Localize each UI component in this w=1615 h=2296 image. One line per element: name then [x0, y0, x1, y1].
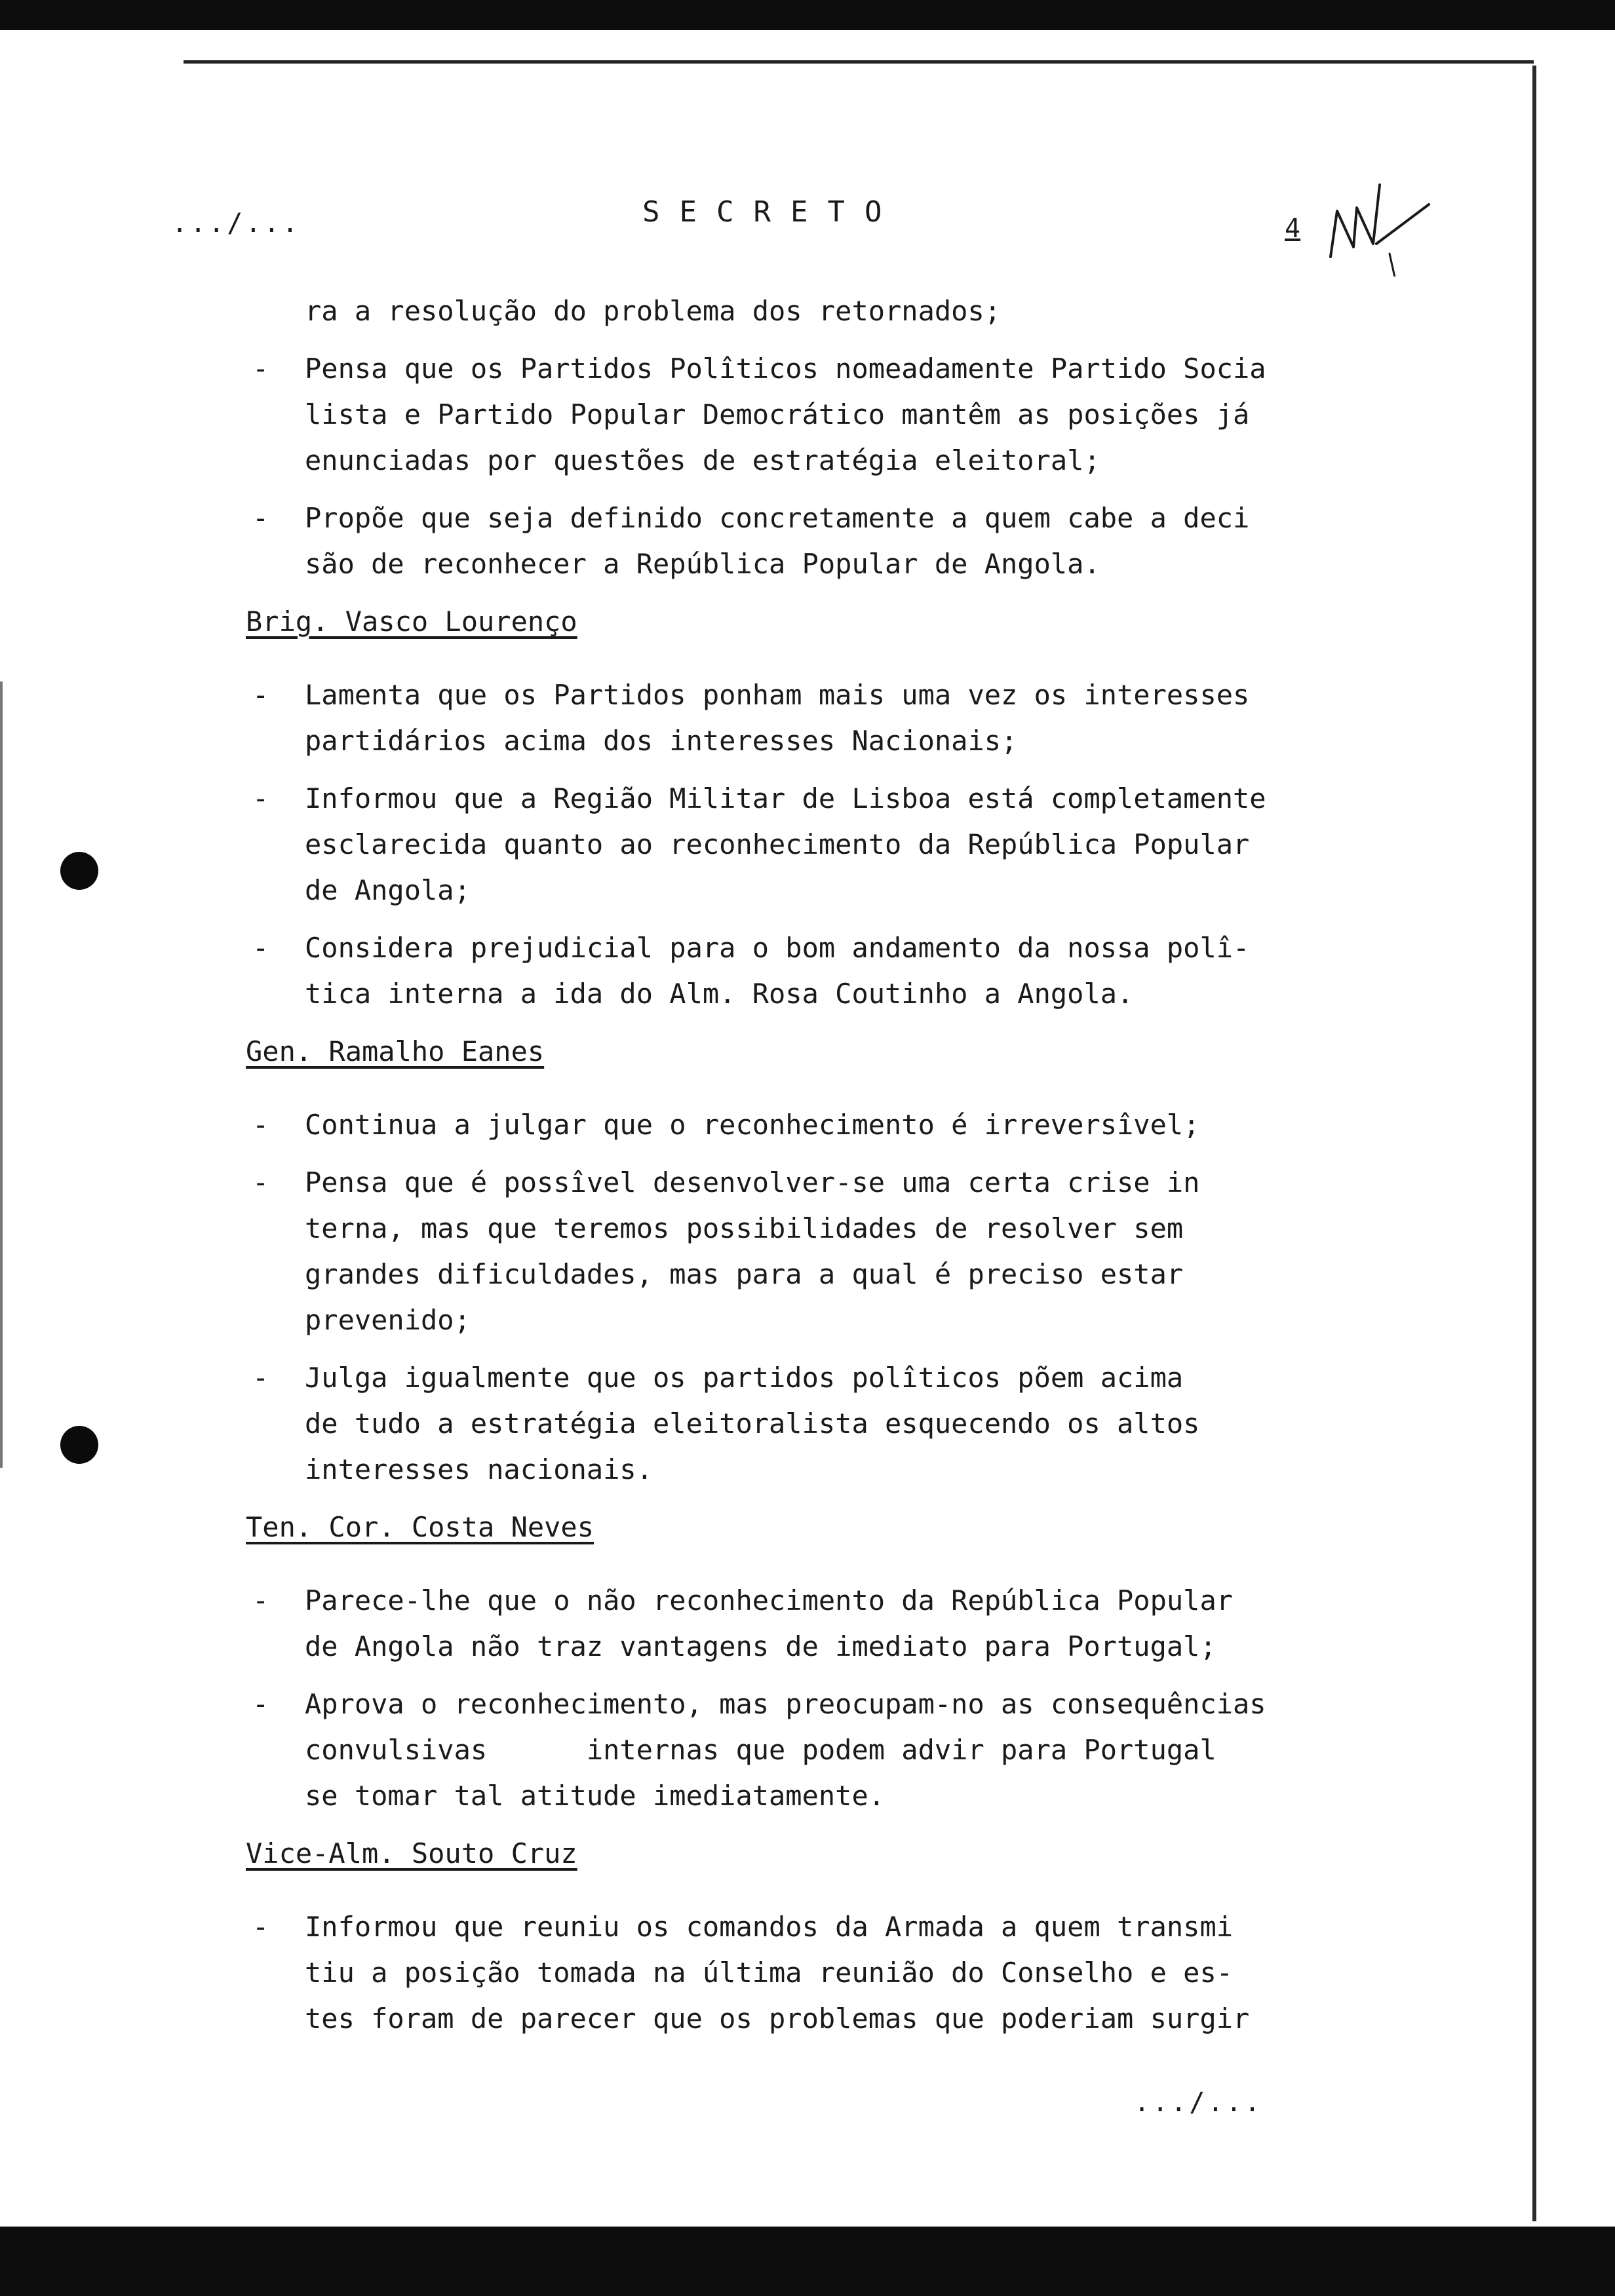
bullet-dash: -	[252, 1688, 269, 1720]
text-line: tica interna a ida do Alm. Rosa Coutinho a Angola.	[305, 978, 1134, 1010]
bullet-dash: -	[252, 1166, 269, 1198]
punch-hole-lower	[60, 1426, 98, 1464]
bullet-dash: -	[252, 1584, 269, 1617]
handwritten-initials-icon	[1317, 172, 1435, 277]
speaker-heading: Gen. Ramalho Eanes	[246, 1035, 545, 1067]
scan-edge-right	[1532, 66, 1536, 2221]
text-line: tiu a posição tomada na última reunião do Conselho e es-	[305, 1957, 1234, 1989]
speaker-heading: Ten. Cor. Costa Neves	[246, 1511, 594, 1543]
list-item	[246, 1681, 1347, 1819]
list-item	[246, 1160, 1347, 1343]
text-line: Lamenta que os Partidos ponham mais uma vez os interesses	[305, 679, 1250, 711]
text-line: de Angola;	[305, 874, 471, 906]
bullet-dash: -	[252, 679, 269, 711]
text-line: se tomar tal atitude imediatamente.	[305, 1780, 885, 1812]
text-line: grandes dificuldades, mas para a qual é preciso estar	[305, 1258, 1184, 1290]
text-line: Propõe que seja definido concretamente a quem cabe a deci	[305, 502, 1250, 534]
bullet-dash: -	[252, 1911, 269, 1943]
text-line: Considera prejudicial para o bom andamento da nossa polî-	[305, 932, 1250, 964]
bullet-dash: -	[252, 1362, 269, 1394]
text-line: Parece-lhe que o não reconhecimento da República Popular	[305, 1584, 1234, 1617]
list-item	[246, 1355, 1347, 1493]
list-item	[246, 925, 1347, 1017]
list-item	[246, 1578, 1347, 1670]
text-line: de tudo a estratégia eleitoralista esquecendo os altos	[305, 1407, 1200, 1440]
text-line: tes foram de parecer que os problemas que poderiam surgir	[305, 2002, 1250, 2035]
page-number: 4	[1285, 214, 1301, 244]
text-line: Informou que a Região Militar de Lisboa está completamente	[305, 782, 1266, 814]
text-line: interesses nacionais.	[305, 1453, 653, 1485]
top-rule	[184, 60, 1534, 64]
minutes-body	[246, 288, 1347, 2042]
scan-border-top	[0, 0, 1615, 30]
list-item	[246, 495, 1347, 587]
text-line: esclarecida quanto ao reconhecimento da República Popular	[305, 828, 1250, 860]
text-line: partidários acima dos interesses Nacionais;	[305, 725, 1018, 757]
bullet-dash: -	[252, 353, 269, 385]
continued-text-line: ra a resolução do problema dos retornados;	[305, 295, 1002, 327]
list-item	[246, 346, 1347, 484]
speaker-heading: Vice-Alm. Souto Cruz	[246, 1837, 577, 1869]
text-line: Julga igualmente que os partidos polîticos põem acima	[305, 1362, 1184, 1394]
scan-border-bottom	[0, 2227, 1615, 2296]
text-line: terna, mas que teremos possibilidades de resolver sem	[305, 1212, 1184, 1244]
list-item	[246, 1102, 1347, 1148]
bullet-dash: -	[252, 932, 269, 964]
text-line: Pensa que os Partidos Polîticos nomeadamente Partido Socia	[305, 353, 1266, 385]
list-item	[246, 672, 1347, 764]
text-line: Continua a julgar que o reconhecimento é irreversîvel;	[305, 1109, 1200, 1141]
continued-from-marker: .../...	[172, 208, 301, 239]
bullet-dash: -	[252, 1109, 269, 1141]
bullet-dash: -	[252, 782, 269, 814]
scan-edge-left	[0, 681, 3, 1468]
text-line: Informou que reuniu os comandos da Armada a quem transmi	[305, 1911, 1234, 1943]
classification-heading: SECRETO	[642, 195, 902, 229]
continues-marker: .../...	[1134, 2088, 1263, 2118]
text-line: são de reconhecer a República Popular de Angola.	[305, 548, 1100, 580]
bullet-dash: -	[252, 502, 269, 534]
list-item	[246, 1904, 1347, 2042]
text-line: prevenido;	[305, 1304, 471, 1336]
text-line: Aprova o reconhecimento, mas preocupam-no as consequências	[305, 1688, 1266, 1720]
text-line: Pensa que é possîvel desenvolver-se uma certa crise in	[305, 1166, 1200, 1198]
punch-hole-upper	[60, 852, 98, 890]
text-line: convulsivas internas que podem advir para Portugal	[305, 1734, 1216, 1766]
text-line: de Angola não traz vantagens de imediato para Portugal;	[305, 1630, 1216, 1662]
text-line: enunciadas por questões de estratégia eleitoral;	[305, 444, 1100, 476]
speaker-heading: Brig. Vasco Lourenço	[246, 605, 577, 638]
text-line: lista e Partido Popular Democrático mantêm as posições já	[305, 398, 1250, 430]
list-item	[246, 776, 1347, 913]
